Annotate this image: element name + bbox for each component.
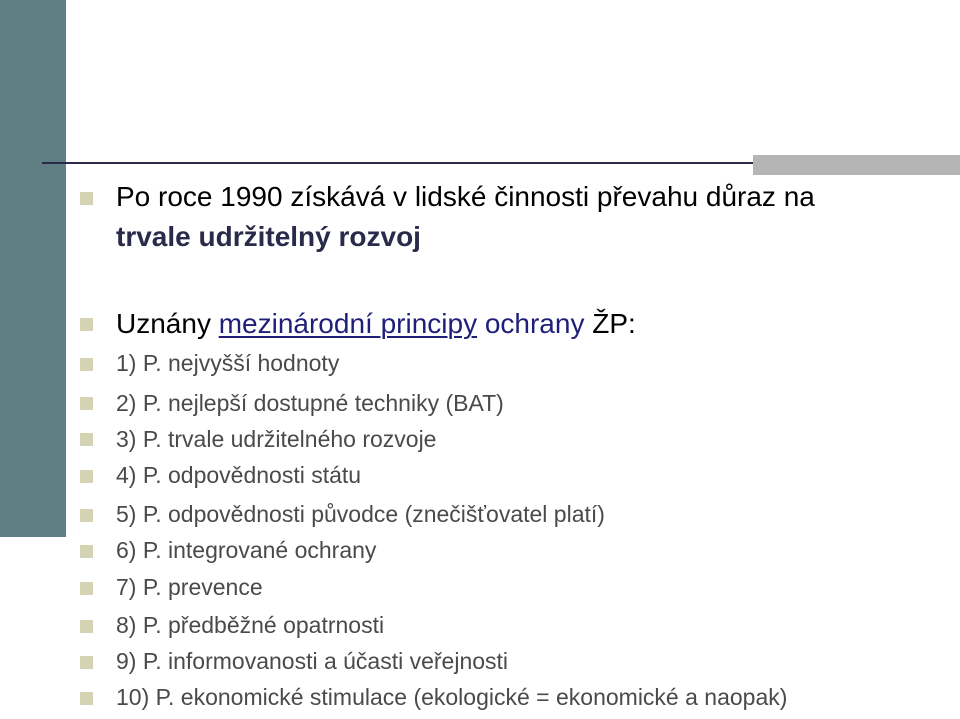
slide-sidebar-bar [0,0,66,537]
list-item: 3) P. trvale udržitelného rozvoje [116,426,437,452]
list-item: 10) P. ekonomické stimulace (ekologické = ekonomické a naopak) [116,684,788,710]
bullet-square-icon [80,433,93,446]
list-item: 5) P. odpovědnosti původce (znečišťovatel platí) [116,501,605,527]
bullet-square-icon [80,192,93,205]
bullet-square-icon [80,397,93,410]
principles-suffix: ŽP: [584,308,636,339]
list-item: 8) P. předběžné opatrnosti [116,612,385,638]
bullet-square-icon [80,318,93,331]
bullet-square-icon [80,620,93,633]
bullet-square-icon [80,582,93,595]
principles-link[interactable]: mezinárodní principy [218,308,478,339]
list-item: 2) P. nejlepší dostupné techniky (BAT) [116,390,504,416]
principles-keyword: ochrany [477,308,585,339]
title-divider-accent [753,155,960,175]
bullet-square-icon [80,470,93,483]
list-item: 1) P. nejvyšší hodnoty [116,350,340,376]
list-item: 6) P. integrované ochrany [116,537,377,563]
list-item: 7) P. prevence [116,574,263,600]
intro-line-1: Po roce 1990 získává v lidské činnosti převahu důraz na [116,181,815,212]
bullet-square-icon [80,656,93,669]
principles-prefix: Uznány [116,308,219,339]
list-item: 9) P. informovanosti a účasti veřejnosti [116,648,509,674]
intro-line-2: trvale udržitelný rozvoj [116,221,421,252]
bullet-square-icon [80,358,93,371]
bullet-square-icon [80,545,93,558]
principles-heading [116,308,636,340]
bullet-square-icon [80,509,93,522]
list-item: 4) P. odpovědnosti státu [116,462,362,488]
bullet-square-icon [80,692,93,705]
